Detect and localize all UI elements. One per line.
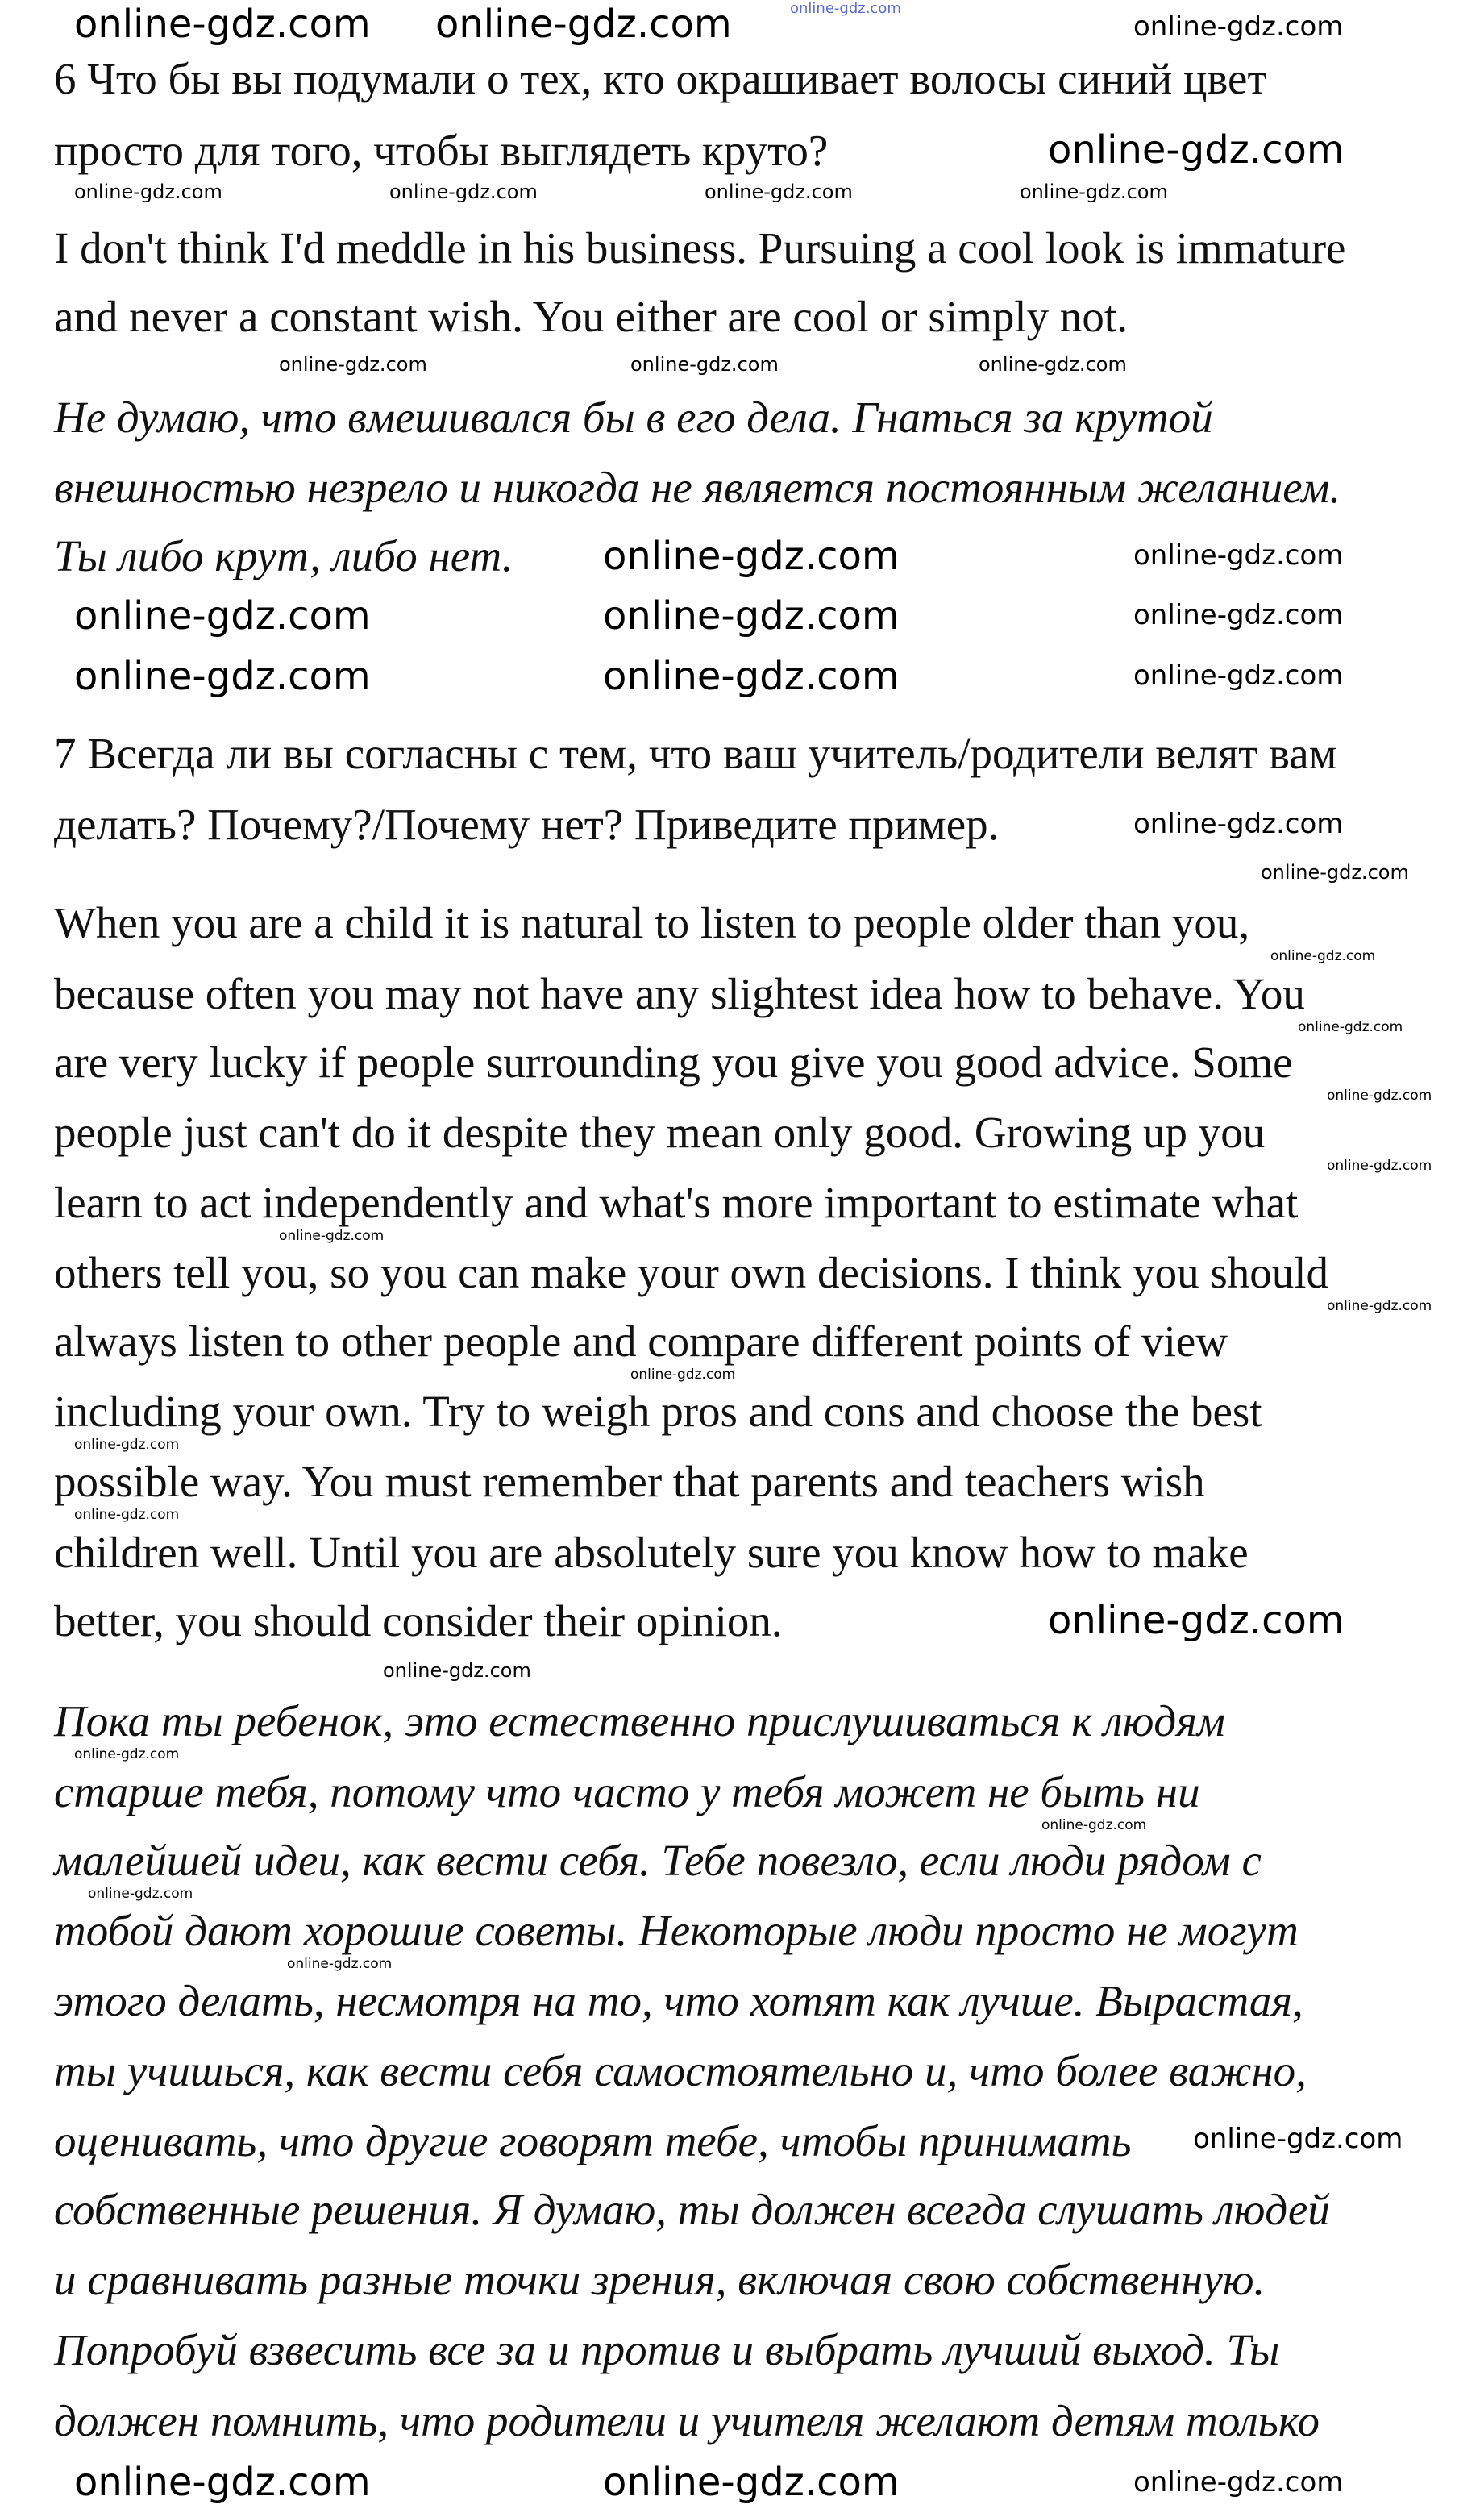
- q7-answer-en-line: people just can't do it despite they mean only good. Growing up you: [54, 1108, 1266, 1157]
- q6-answer-en-line: and never a constant wish. You either are cool or simply not.: [54, 292, 1128, 341]
- watermark: online-gdz.com: [1133, 10, 1344, 43]
- watermark: online-gdz.com: [1048, 127, 1345, 173]
- q7-answer-en-line: learn to act independently and what's more important to estimate what: [54, 1178, 1299, 1227]
- watermark: online-gdz.com: [603, 654, 900, 699]
- watermark: online-gdz.com: [1270, 948, 1376, 964]
- q7-answer-ru-line: и сравнивать разные точки зрения, включая свою собственную.: [54, 2255, 1266, 2304]
- q7-answer-ru-line: должен помнить, что родители и учителя желают детям только: [54, 2396, 1320, 2445]
- watermark: online-gdz.com: [603, 593, 900, 639]
- watermark: online-gdz.com: [74, 593, 371, 639]
- watermark: online-gdz.com: [74, 2460, 371, 2505]
- q7-answer-ru-line: собственные решения. Я думаю, ты должен всегда слушать людей: [54, 2185, 1330, 2234]
- watermark: online-gdz.com: [1327, 1158, 1432, 1174]
- watermark: online-gdz.com: [1041, 1817, 1147, 1833]
- watermark: online-gdz.com: [1133, 808, 1344, 840]
- watermark: online-gdz.com: [74, 2, 371, 47]
- q7-answer-en-line: including your own. Try to weigh pros and cons and choose the best: [54, 1387, 1262, 1436]
- watermark: online-gdz.com: [790, 0, 901, 17]
- watermark: online-gdz.com: [630, 353, 779, 376]
- watermark: online-gdz.com: [603, 2460, 900, 2505]
- watermark: online-gdz.com: [74, 1437, 180, 1453]
- q7-answer-ru-line: этого делать, несмотря на то, что хотят как лучше. Вырастая,: [54, 1976, 1303, 2025]
- q7-answer-en-line: are very lucky if people surrounding you give you good advice. Some: [54, 1038, 1293, 1087]
- watermark: online-gdz.com: [1298, 1019, 1403, 1035]
- q7-answer-ru-line: ты учишься, как вести себя самостоятельно и, что более важно,: [54, 2046, 1307, 2095]
- q6-answer-ru-line: внешностью незрело и никогда не является постоянным желанием.: [54, 463, 1341, 512]
- q7-question-line: 7 Всегда ли вы согласны с тем, что ваш учитель/родители велят вам: [54, 729, 1337, 778]
- q7-answer-ru-line: Попробуй взвесить все за и против и выбрать лучший выход. Ты: [54, 2325, 1280, 2374]
- watermark: online-gdz.com: [88, 1886, 193, 1902]
- watermark: online-gdz.com: [1133, 659, 1344, 692]
- watermark: online-gdz.com: [1133, 599, 1344, 631]
- watermark: online-gdz.com: [74, 181, 222, 203]
- watermark: online-gdz.com: [279, 1228, 385, 1244]
- q6-question-line: 6 Что бы вы подумали о тех, кто окрашивает волосы синий цвет: [54, 54, 1267, 103]
- q7-answer-en-line: better, you should consider their opinion.: [54, 1596, 783, 1645]
- watermark: online-gdz.com: [1327, 1298, 1432, 1314]
- watermark: online-gdz.com: [287, 1956, 393, 1972]
- q7-answer-en-line: others tell you, so you can make your own decisions. I think you should: [54, 1248, 1329, 1297]
- q7-answer-ru-line: малейшей идеи, как вести себя. Тебе повезло, если люди рядом с: [54, 1836, 1262, 1885]
- watermark: online-gdz.com: [74, 1746, 180, 1762]
- watermark: online-gdz.com: [1020, 181, 1168, 203]
- watermark: online-gdz.com: [1133, 539, 1344, 572]
- watermark: online-gdz.com: [435, 2, 732, 47]
- watermark: online-gdz.com: [389, 181, 538, 203]
- watermark: online-gdz.com: [279, 353, 427, 376]
- watermark: online-gdz.com: [1261, 861, 1409, 884]
- watermark: online-gdz.com: [74, 654, 371, 699]
- q6-answer-ru-line: Не думаю, что вмешивался бы в его дела. Гнаться за крутой: [54, 393, 1213, 442]
- q6-answer-en-line: I don't think I'd meddle in his business. Pursuing a cool look is immature: [54, 223, 1346, 273]
- watermark: online-gdz.com: [1133, 2466, 1344, 2498]
- watermark: online-gdz.com: [1048, 1598, 1345, 1643]
- q6-answer-ru-line: Ты либо крут, либо нет.: [54, 531, 513, 580]
- watermark: online-gdz.com: [1193, 2123, 1403, 2155]
- watermark: online-gdz.com: [603, 534, 900, 579]
- q7-answer-ru-line: оценивать, что другие говорят тебе, чтобы принимать: [54, 2116, 1132, 2165]
- q7-answer-en-line: always listen to other people and compare different points of view: [54, 1317, 1228, 1366]
- q7-answer-ru-line: Пока ты ребенок, это естественно прислушиваться к людям: [54, 1696, 1225, 1745]
- q7-answer-en-line: children well. Until you are absolutely sure you know how to make: [54, 1528, 1249, 1577]
- q7-question-line: делать? Почему?/Почему нет? Приведите пример.: [54, 800, 1000, 849]
- q7-answer-en-line: because often you may not have any slightest idea how to behave. You: [54, 969, 1305, 1018]
- q7-answer-en-line: possible way. You must remember that parents and teachers wish: [54, 1457, 1205, 1506]
- q7-answer-en-line: When you are a child it is natural to listen to people older than you,: [54, 898, 1250, 947]
- q7-answer-ru-line: старше тебя, потому что часто у тебя может не быть ни: [54, 1767, 1200, 1816]
- q7-answer-ru-line: тобой дают хорошие советы. Некоторые люди просто не могут: [54, 1906, 1299, 1955]
- watermark: online-gdz.com: [705, 181, 853, 203]
- watermark: online-gdz.com: [630, 1367, 736, 1383]
- watermark: online-gdz.com: [979, 353, 1127, 376]
- watermark: online-gdz.com: [383, 1659, 531, 1682]
- watermark: online-gdz.com: [1327, 1088, 1432, 1104]
- q6-question-line: просто для того, чтобы выглядеть круто?: [54, 126, 829, 175]
- watermark: online-gdz.com: [74, 1507, 180, 1523]
